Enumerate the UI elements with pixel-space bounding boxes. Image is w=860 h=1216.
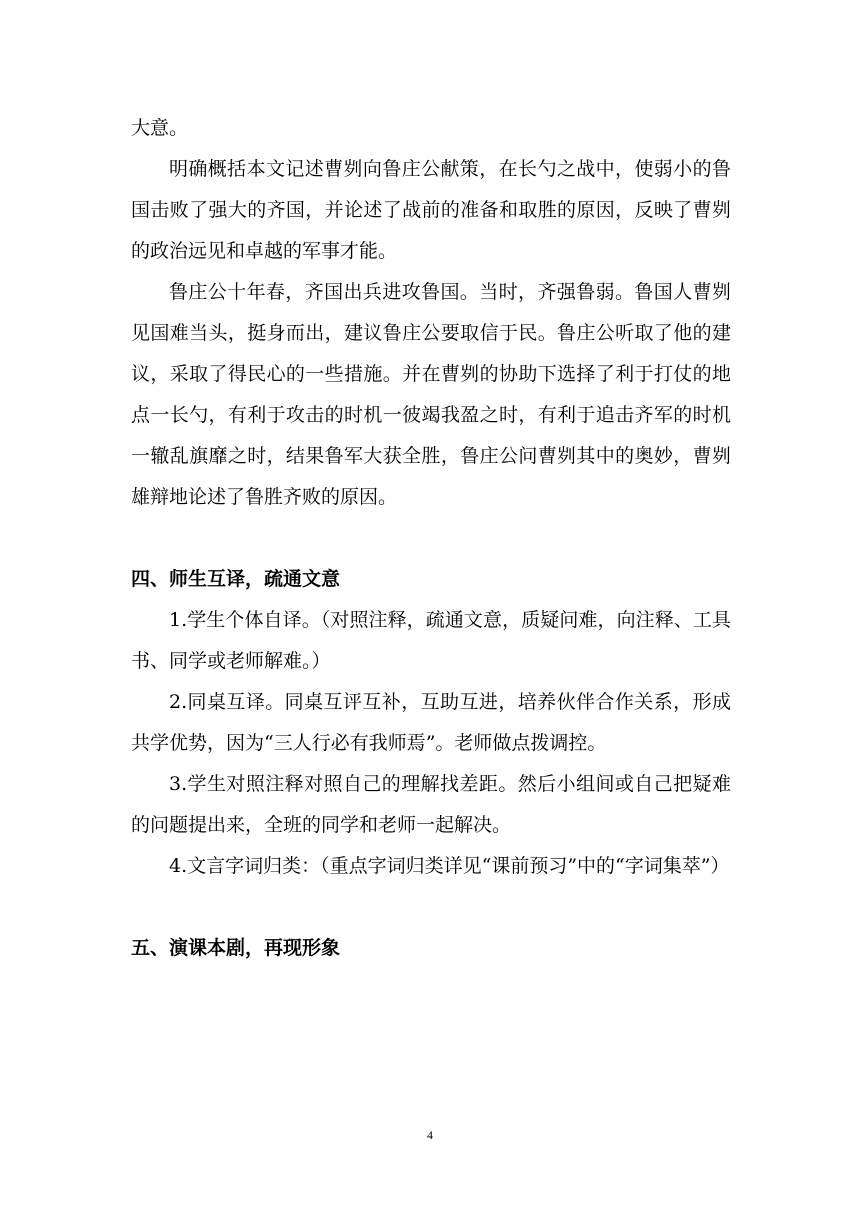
paragraph-background: 鲁庄公十年春，齐国出兵进攻鲁国。当时，齐强鲁弱。鲁国人曹刿见国难当头，挺身而出，建议鲁庄公要取信于民。鲁庄公听取了他的建议，采取了得民心的一些措施。并在曹刿的协助下选择了利于打仗的地点一长勺，有利于攻击的时机一彼竭我盈之时，有利于追击齐军的时机一辙乱旗靡之时，结果鲁军大获全胜，鲁庄公问曹刿其中的奥妙，曹刿雄辩地论述了鲁胜齐败的原因。 [131,281,731,508]
section-heading-5: 五、演课本剧，再现形象 [131,937,341,959]
section-heading-4: 四、师生互译，疏通文意 [131,568,341,590]
paragraph-summary: 明确概括本文记述曹刿向鲁庄公献策，在长勺之战中，使弱小的鲁国击败了强大的齐国，并论述了战前的准备和取胜的原因，反映了曹刿的政治远见和卓越的军事才能。 [131,158,731,262]
page-number: 4 [427,1128,433,1142]
page-content [131,108,731,969]
list-item: 4.文言字词归类：（重点字词归类详见“课前预习”中的“字词集萃”） [169,855,730,877]
paragraph-continuation: 大意。 [131,117,189,139]
list-item: 2.同桌互译。同桌互评互补，互助互进，培养伙伴合作关系，形成共学优势，因为“三人行必有我师焉”。老师做点拨调控。 [131,691,731,754]
list-item: 1.学生个体自译。（对照注释，疏通文意，质疑问难，向注释、工具书、同学或老师解难。） [131,609,731,672]
list-item: 3.学生对照注释对照自己的理解找差距。然后小组间或自己把疑难的问题提出来，全班的同学和老师一起解决。 [131,773,731,836]
